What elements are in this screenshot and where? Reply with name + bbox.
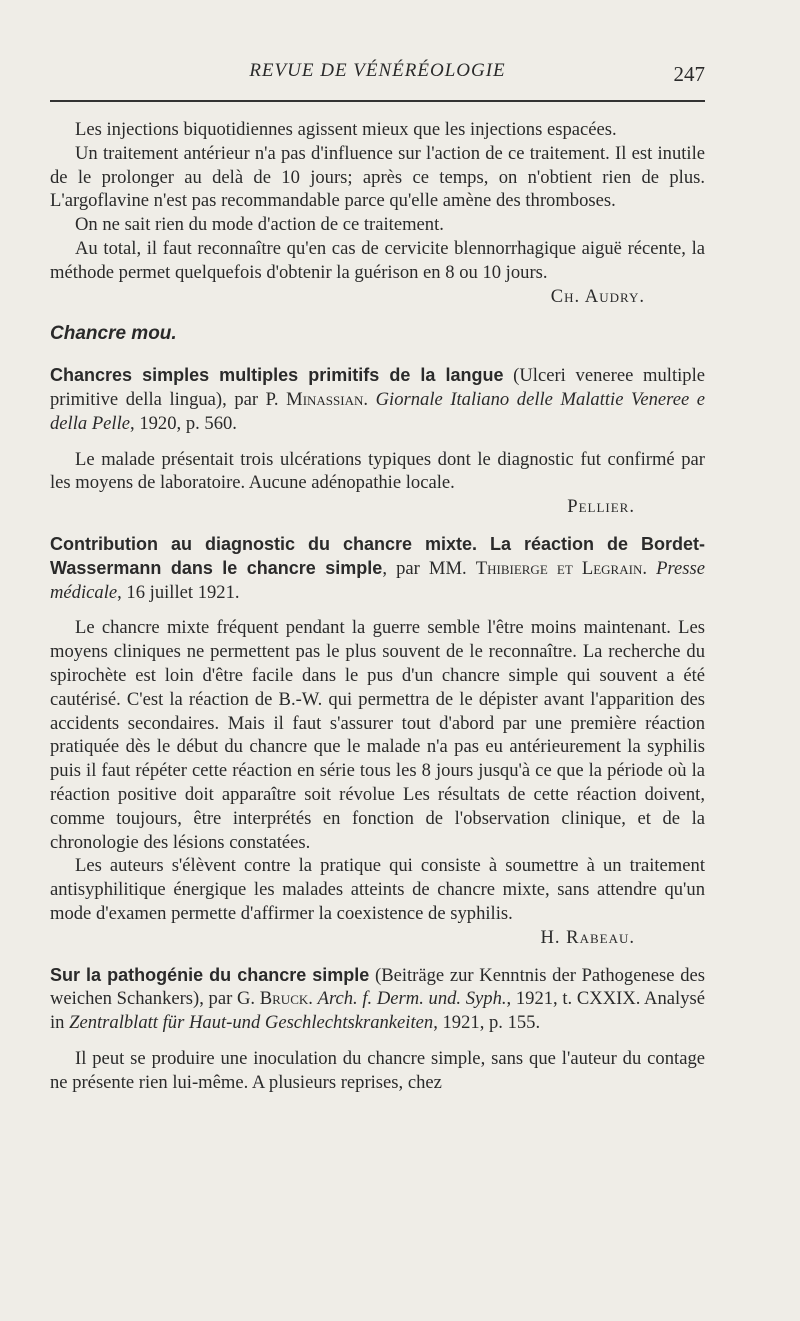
paragraph: Le malade présentait trois ulcérations typiques dont le diagnostic fut confirmé par les moyens de laboratoire. Aucune adénopathie locale. — [50, 448, 705, 494]
entry-ref: (Beiträge zur Kenntnis der Pathogenese des weichen Schankers), par G. — [50, 964, 705, 1010]
entry-ref: , 1921, t. CXXIX. Analysé in — [50, 988, 705, 1034]
spacer — [50, 436, 705, 448]
entry-ref: , 1921, p. 155. — [433, 1012, 541, 1034]
signature: Ch. Audry. — [550, 285, 645, 307]
paragraph: Le chancre mixte fréquent pendant la guerre semble l'être moins maintenant. Les moyens cliniques ne permettent pas le plus souvent de le reconnaître. La recherche du spirochète est loin d'être facile dans le pus d'un chancre simple qui souvent a été cautérisé. C'est la réaction de B.-W. qui permettra de le dépister avant l'apparition des accidents secondaires. Mais il faut s'assurer tout d'abord par une première réaction pratiquée dès le début du chancre que le malade n'a pas eu antérieurement la syphilis puis il faut répéter cette réaction en série tous les 8 jours jusqu'à ce que la période où la réaction positive doit apparaître soit révolue Les résultats de cette réaction doivent, comme toujours, être interprétés en fonction de l'observation clinique, et de la chronologie des lésions constatées. — [50, 617, 705, 853]
header-rule — [50, 100, 705, 102]
running-title: REVUE DE VÉNÉRÉOLOGIE — [249, 60, 506, 81]
paragraph: Il peut se produire une inoculation du chancre simple, sans que l'auteur du contage ne présente rien lui-même. A plusieurs reprises, chez — [50, 1047, 705, 1093]
signature: Pellier. — [567, 496, 635, 518]
entry-title: Contribution au diagnostic du chancre mixte. La réaction de Bordet-Wassermann dans le chancre simple — [50, 533, 705, 578]
spacer — [50, 604, 705, 616]
entry-journal: Giornale Italiano delle Malattie Veneree e della Pelle — [50, 388, 706, 434]
paragraph: Les auteurs s'élèvent contre la pratique qui consiste à soumettre à un traitement antisyphilitique énergique les malades atteints de chancre mixte, sans attendre qu'un mode d'examen permette d'affirmer la coexistence de syphilis. — [50, 855, 705, 924]
spacer — [50, 1035, 705, 1047]
entry-ref: , 16 juillet 1921. — [117, 581, 240, 603]
entry-author: Thibierge et Legrain — [475, 557, 643, 579]
entry-journal: Zentralblatt für Haut-und Geschlechtskrankeiten — [69, 1012, 434, 1034]
article-body — [50, 118, 705, 1094]
paragraph: Au total, il faut reconnaître qu'en cas de cervicite blennorrhagique aiguë récente, la méthode permet quelquefois d'obtenir la guérison en 8 ou 10 jours. — [50, 237, 705, 283]
section-heading: Chancre mou. — [50, 323, 177, 345]
entry-title: Sur la pathogénie du chancre simple — [50, 964, 370, 985]
entry-ref: . — [642, 557, 657, 579]
entry-ref: , 1920, p. 560. — [130, 412, 237, 434]
bibliographic-entry — [50, 364, 705, 435]
signature: H. Rabeau. — [540, 926, 635, 948]
entry-ref: (Ulceri veneree multiple primitive della lingua), par P. — [50, 365, 705, 410]
entry-ref: . — [308, 988, 318, 1010]
paragraph: Les injections biquotidiennes agissent mieux que les injections espacées. — [75, 119, 617, 140]
page-number: 247 — [673, 62, 705, 86]
page-header — [50, 60, 705, 96]
bibliographic-entry — [50, 533, 705, 604]
paragraph: On ne sait rien du mode d'action de ce traitement. — [75, 214, 444, 236]
entry-title: Chancres simples multiples primitifs de la langue — [50, 365, 504, 386]
entry-journal: Presse médicale — [50, 557, 705, 603]
entry-ref: , par MM. — [382, 557, 476, 579]
paragraph: Un traitement antérieur n'a pas d'influence sur l'action de ce traitement. Il est inutile de le prolonger au delà de 10 jours; après ce temps, on n'obtient rien de plus. L'argoflavine n'est pas recommandable parce qu'elle amène des thromboses. — [50, 142, 705, 212]
entry-journal: Arch. f. Derm. und. Syph. — [317, 988, 507, 1010]
entry-ref: . — [363, 388, 376, 410]
entry-author: Minassian — [286, 388, 364, 410]
entry-author: Bruck — [259, 988, 309, 1010]
bibliographic-entry — [50, 964, 705, 1035]
